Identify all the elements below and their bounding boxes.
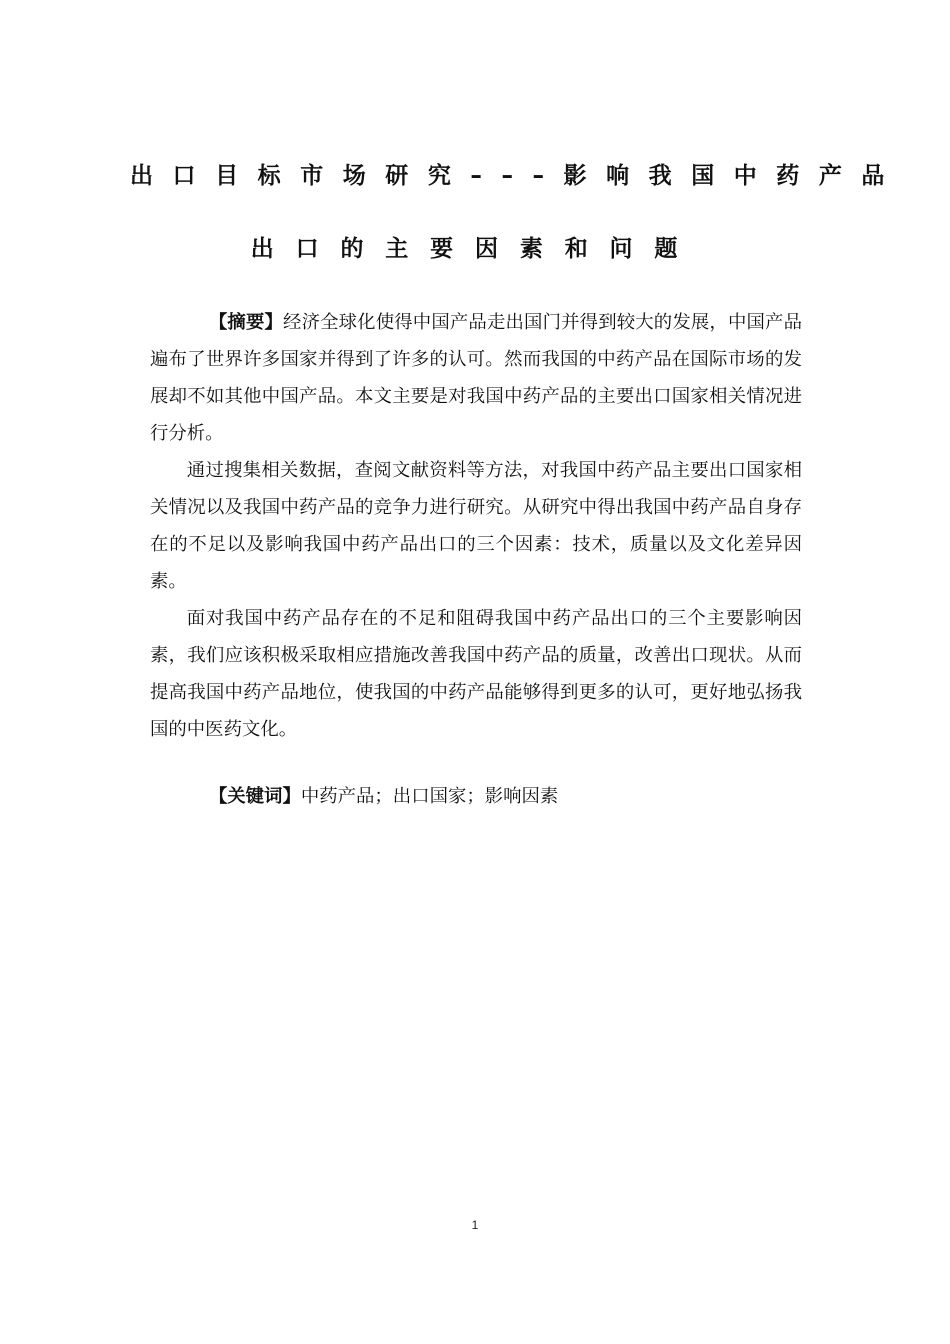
- keywords-label: 【关键词】: [208, 786, 301, 807]
- keywords-paragraph: [150, 778, 802, 815]
- abstract-label: 【摘要】: [208, 312, 284, 333]
- abstract-text-1: 经济全球化使得中国产品走出国门并得到较大的发展，中国产品遍布了世界许多国家并得到了许多的认可。然而我国的中药产品在国际市场的发展却不如其他中国产品。本文主要是对我国中药产品的主要出口国家相关情况进行分析。: [150, 312, 802, 444]
- abstract-paragraph-2: 通过搜集相关数据，查阅文献资料等方法，对我国中药产品主要出口国家相关情况以及我国中药产品的竞争力进行研究。从研究中得出我国中药产品自身存在的不足以及影响我国中药产品出口的三个因素：技术，质量以及文化差异因素。: [150, 460, 802, 592]
- keywords-section: [150, 778, 802, 815]
- abstract-section: [150, 304, 802, 748]
- abstract-paragraph-3: 面对我国中药产品存在的不足和阻碍我国中药产品出口的三个主要影响因素，我们应该积极采取相应措施改善我国中药产品的质量，改善出口现状。从而提高我国中药产品地位，使我国的中药产品能够得到更多的认可，更好地弘扬我国的中医药文化。: [150, 608, 802, 740]
- title-line-1: 出口目标市场研究–––影响我国中药产品: [130, 163, 904, 189]
- page-number: 1: [471, 1218, 479, 1232]
- keywords-text: 中药产品；出口国家；影响因素: [300, 786, 559, 807]
- abstract-paragraph-1: [150, 304, 802, 452]
- title-line-2: 出口的主要因素和问题: [250, 236, 700, 262]
